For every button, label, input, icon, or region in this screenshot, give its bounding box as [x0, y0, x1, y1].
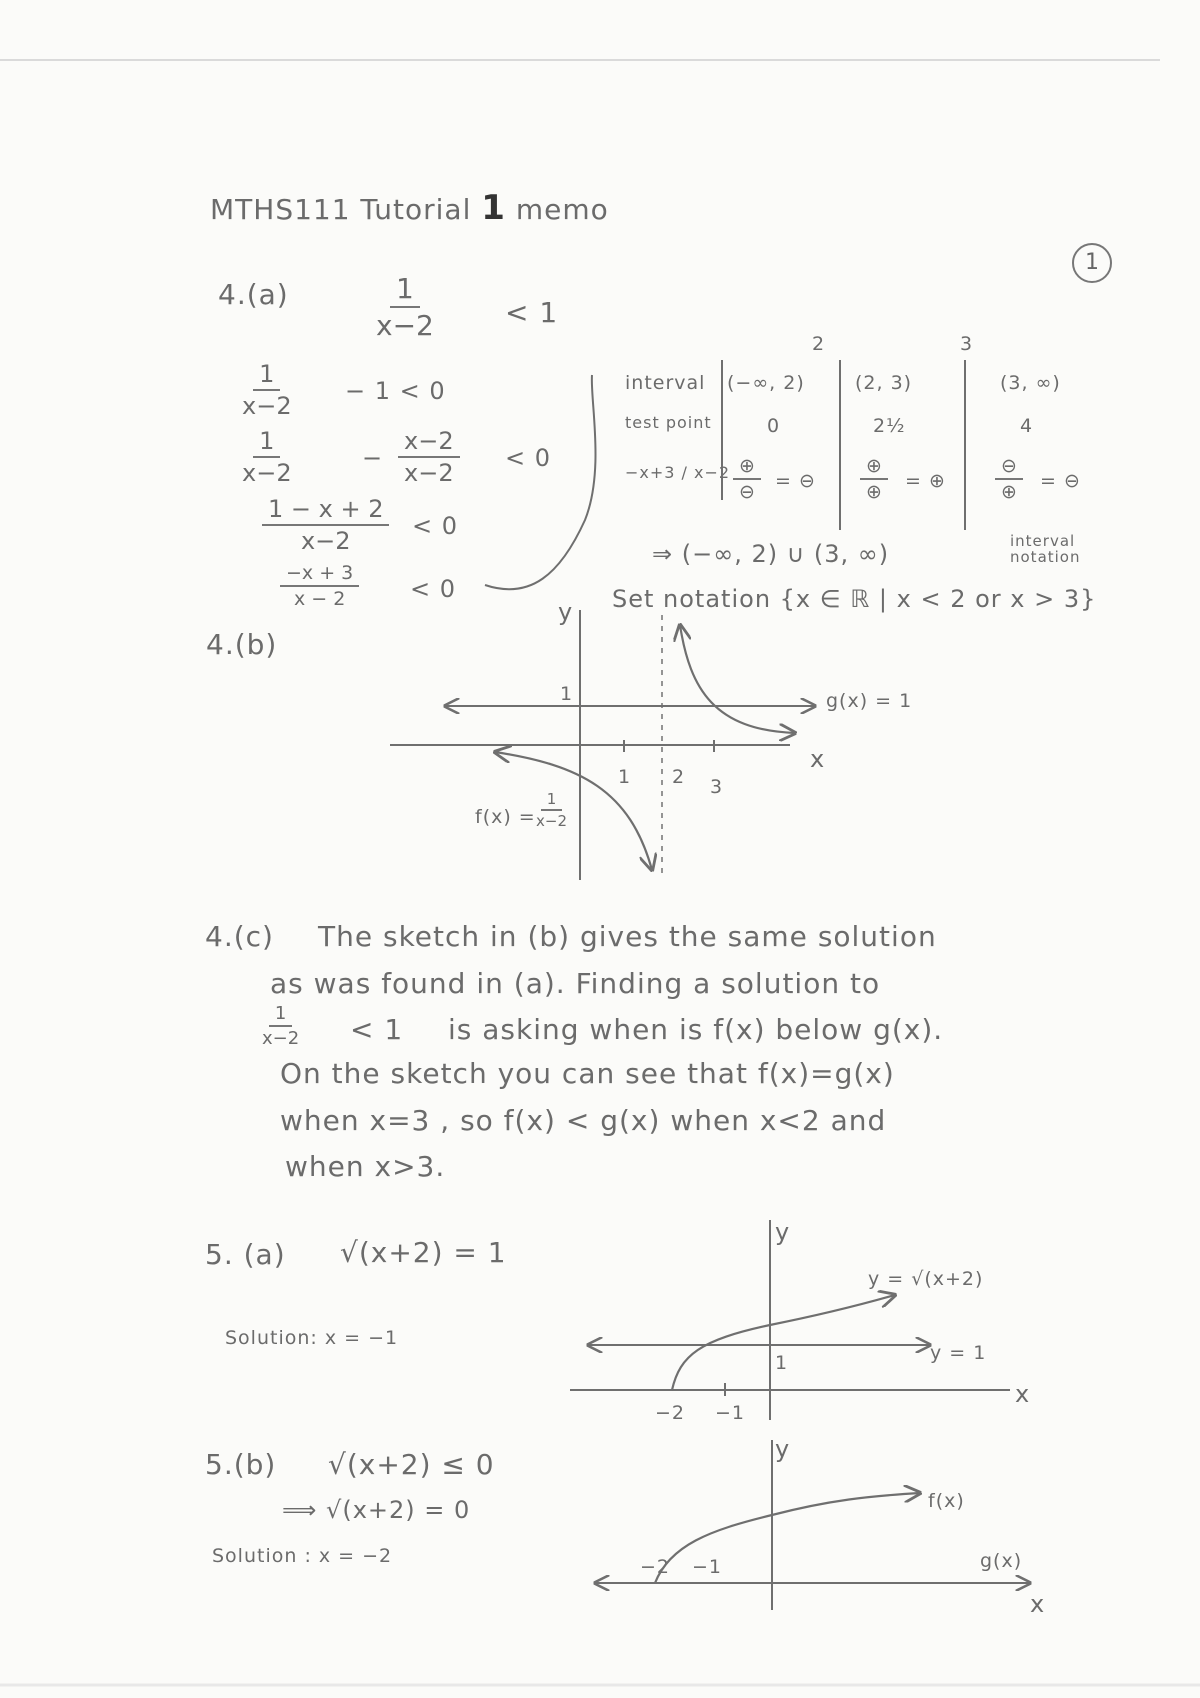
q5a-y-label: y [775, 1218, 791, 1246]
q4c-line-5: when x=3 , so f(x) < g(x) when x<2 and [280, 1104, 887, 1137]
step3-rhs: < 0 [412, 512, 459, 540]
q5b-x-tick-2: −1 [692, 1556, 723, 1578]
q5a-y-tick-1: 1 [775, 1352, 789, 1374]
q4a-den: x−2 [376, 309, 434, 342]
q5b-f-label: f(x) [928, 1490, 965, 1512]
q5b-label: 5.(b) [205, 1448, 277, 1481]
row-label-interval: interval [625, 372, 706, 394]
page-number-badge: 1 [1072, 243, 1112, 283]
q5a-x-tick-1: −2 [655, 1402, 686, 1424]
q5b-sqrt-curve [655, 1493, 920, 1583]
q4c-inline-rhs: < 1 [350, 1013, 404, 1046]
interval-note: interval notation [1010, 532, 1081, 566]
sign1-den: ⊖ [739, 481, 755, 503]
interval-2: (2, 3) [855, 372, 913, 394]
sign1-num: ⊕ [733, 455, 761, 480]
q4b-x-tick-2: 2 [672, 766, 686, 788]
q4c-line-1: The sketch in (b) gives the same solution [318, 920, 937, 953]
tutorial-number: 1 [481, 188, 506, 228]
step2-den-a: x−2 [242, 459, 292, 487]
sign2-num: ⊕ [860, 455, 888, 480]
q5b-g-label: g(x) [980, 1550, 1023, 1572]
q5b-x-label: x [1030, 1590, 1046, 1618]
q4b-label: 4.(b) [206, 628, 278, 661]
q4c-inline-den: x−2 [262, 1028, 300, 1049]
q5b-step: ⟹ √(x+2) = 0 [282, 1496, 471, 1524]
q5a-label: 5. (a) [205, 1238, 286, 1271]
q4a-label: 4.(a) [218, 278, 289, 311]
q4b-f-label: f(x) = [475, 806, 536, 828]
interval-answer: ⇒ (−∞, 2) ∪ (3, ∞) [652, 540, 890, 568]
q5b-y-label: y [775, 1435, 791, 1463]
step2-op: − [362, 444, 384, 472]
row-label-test-point: test point [625, 413, 712, 432]
step4-rhs: < 0 [410, 575, 457, 603]
q5b-x-tick-1: −2 [640, 1556, 671, 1578]
q4a-num: 1 [390, 272, 420, 308]
q4c-line-4: On the sketch you can see that f(x)=g(x) [280, 1057, 895, 1090]
set-notation: Set notation {x ∈ ℝ | x < 2 or x > 3} [612, 585, 1097, 613]
q4c-line-6: when x>3. [285, 1150, 446, 1183]
q4b-x-label: x [810, 745, 826, 773]
q4b-x-tick-1: 1 [618, 766, 632, 788]
q5a-x-tick-2: −1 [715, 1402, 746, 1424]
interval-1: (−∞, 2) [727, 372, 805, 394]
q5a-line-label: y = 1 [930, 1342, 987, 1364]
memo-text: memo [515, 193, 609, 226]
step2-rhs: < 0 [505, 444, 552, 472]
step2-den-b: x−2 [404, 459, 454, 487]
q4b-f-num: 1 [541, 790, 563, 811]
sign-result-2: = ⊕ [905, 470, 946, 492]
sign3-den: ⊕ [1001, 481, 1017, 503]
q5b-solution: Solution : x = −2 [212, 1545, 393, 1567]
q5a-equation: √(x+2) = 1 [340, 1236, 507, 1269]
boundary-2: 2 [812, 333, 826, 355]
q4b-f-right-branch [680, 625, 795, 733]
q4a-rhs: < 1 [505, 296, 559, 329]
sign3-num: ⊖ [995, 455, 1023, 480]
test-point-1: 0 [767, 415, 781, 437]
q4b-y-label: y [558, 598, 574, 626]
boundary-3: 3 [960, 333, 974, 355]
sign-result-3: = ⊖ [1040, 470, 1081, 492]
q4b-g-label: g(x) = 1 [826, 690, 913, 712]
q5a-x-label: x [1015, 1380, 1031, 1408]
step2-num-b: x−2 [398, 427, 460, 458]
q4c-line-2: as was found in (a). Finding a solution to [270, 967, 881, 1000]
step3-num: 1 − x + 2 [262, 495, 389, 526]
step1-rhs: − 1 < 0 [345, 377, 446, 405]
q5b-inequality: √(x+2) ≤ 0 [328, 1448, 495, 1481]
test-point-2: 2½ [873, 415, 906, 437]
q5a-sqrt-curve [672, 1295, 895, 1390]
q4b-f-left-branch [495, 752, 652, 870]
step3-den: x−2 [300, 527, 351, 555]
title-text: MTHS111 Tutorial [210, 193, 472, 226]
step4-den: x − 2 [293, 588, 346, 610]
interval-3: (3, ∞) [1000, 372, 1061, 394]
step1-num: 1 [253, 360, 280, 391]
q5a-solution: Solution: x = −1 [225, 1327, 399, 1349]
test-point-3: 4 [1020, 415, 1034, 437]
q4b-x-tick-3: 3 [710, 776, 724, 798]
brace-connector [485, 375, 596, 589]
q4c-inline-num: 1 [269, 1003, 292, 1027]
q5a-curve-label: y = √(x+2) [868, 1268, 984, 1290]
step1-den: x−2 [242, 392, 292, 420]
sign-result-1: = ⊖ [775, 470, 816, 492]
q4c-label: 4.(c) [205, 920, 274, 953]
sign2-den: ⊕ [866, 481, 882, 503]
q4b-f-den: x−2 [536, 812, 567, 830]
q4c-line-3: is asking when is f(x) below g(x). [448, 1013, 944, 1046]
step4-num: −x + 3 [280, 562, 359, 587]
q4b-y-tick-1: 1 [560, 683, 574, 705]
step2-num-a: 1 [253, 427, 280, 458]
row-label-expression: −x+3 / x−2 [625, 463, 731, 482]
